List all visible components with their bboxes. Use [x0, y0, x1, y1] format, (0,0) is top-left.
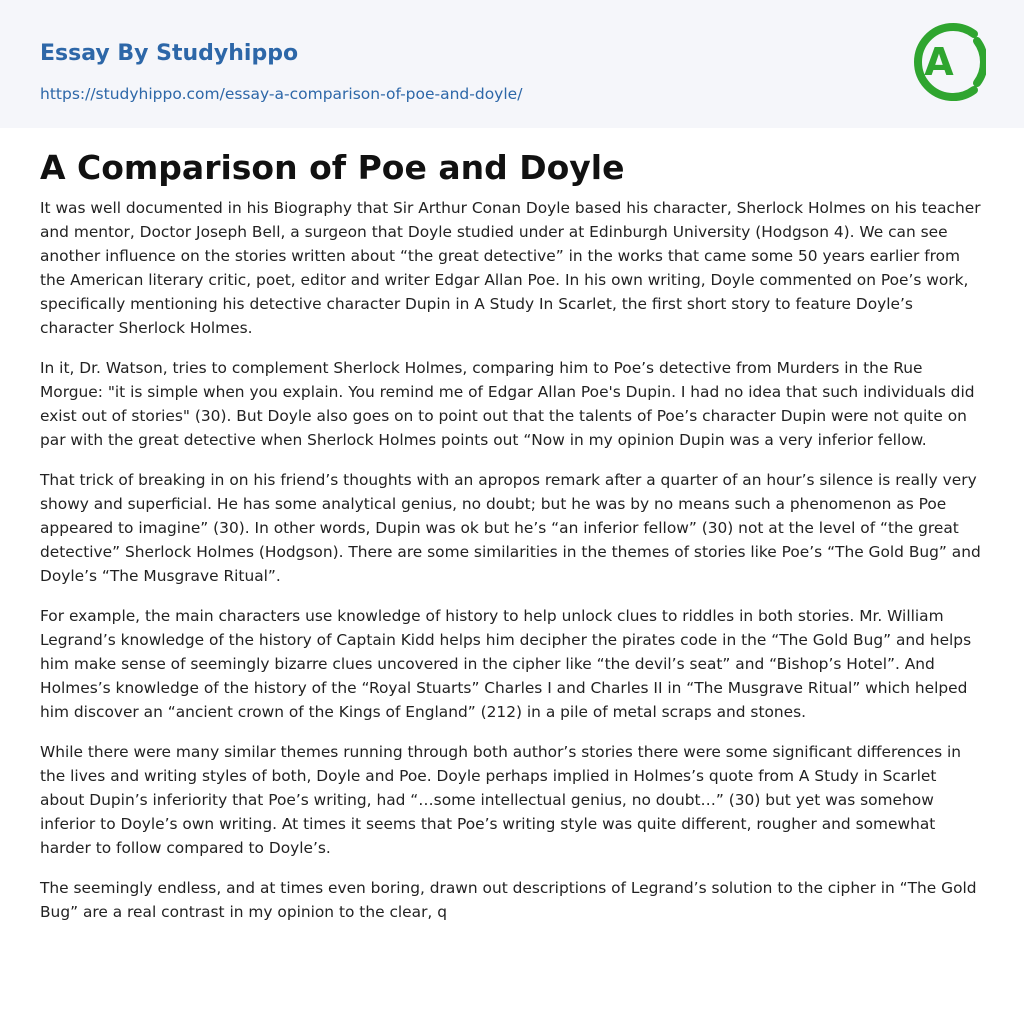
site-brand[interactable]: Essay By Studyhippo	[40, 41, 299, 66]
essay-paragraph: It was well documented in his Biography that Sir Arthur Conan Doyle based his character, Sherlock Holmes on his teacher and mentor, Doctor Joseph Bell, a surgeon that Doyle studied under at Edinburgh University (Hodgson 4). We can see another influence on the stories written about “the great detective” in the works that came some 50 years earlier from the American literary critic, poet, editor and writer Edgar Allan Poe. In his own writing, Doyle commented on Poe’s work, specifically mentioning his detective character Dupin in A Study In Scarlet, the first short story to feature Doyle’s character Sherlock Holmes.	[40, 199, 981, 337]
essay-paragraph: In it, Dr. Watson, tries to complement Sherlock Holmes, comparing him to Poe’s detective from Murders in the Rue Morgue: "it is simple when you explain. You remind me of Edgar Allan Poe's Dupin. I had no idea that such individuals did exist out of stories" (30). But Doyle also goes on to point out that the talents of Poe’s character Dupin were not quite on par with the great detective when Sherlock Holmes points out “Now in my opinion Dupin was a very inferior fellow.	[40, 359, 975, 449]
essay-title: A Comparison of Poe and Doyle	[40, 148, 625, 187]
essay-paragraph: While there were many similar themes running through both author’s stories there were some significant differences in the lives and writing styles of both, Doyle and Poe. Doyle perhaps implied in Holmes’s quote from A Study in Scarlet about Dupin’s inferiority that Poe’s writing, had “…some intellectual genius, no doubt…” (30) but yet was somehow inferior to Doyle’s own writing. At times it seems that Poe’s writing style was quite different, rougher and somewhat harder to follow compared to Doyle’s.	[40, 743, 962, 857]
essay-paragraph: For example, the main characters use knowledge of history to help unlock clues to riddles in both stories. Mr. William Legrand’s knowledge of the history of Captain Kidd helps him decipher the pirates code in the “The Gold Bug” and helps him make sense of seemingly bizarre clues uncovered in the cipher like “the devil’s seat” and “Bishop’s Hotel”. And Holmes’s knowledge of the history of the “Royal Stuarts” Charles I and Charles II in “The Musgrave Ritual” which helped him discover an “ancient crown of the Kings of England” (212) in a pile of metal scraps and stones.	[40, 607, 972, 721]
source-url-link[interactable]: https://studyhippo.com/essay-a-comparison-of-poe-and-doyle/	[40, 85, 523, 103]
essay-content	[40, 147, 984, 940]
essay-paragraph-truncated: The seemingly endless, and at times even boring, drawn out descriptions of Legrand’s solution to the cipher in “The Gold Bug” are a real contrast in my opinion to the clear, q	[40, 879, 977, 921]
essay-paragraph: That trick of breaking in on his friend’s thoughts with an apropos remark after a quarter of an hour’s silence is really very showy and superficial. He has some analytical genius, no doubt; but he was by no means such a phenomenon as Poe appeared to imagine” (30). In other words, Dupin was ok but he’s “an inferior fellow” (30) not at the level of “the great detective” Sherlock Holmes (Hodgson). There are some similarities in the themes of stories like Poe’s “The Gold Bug” and Doyle’s “The Musgrave Ritual”.	[40, 471, 981, 585]
logo-letter: A	[924, 40, 954, 84]
studyhippo-logo-icon[interactable]	[910, 19, 986, 105]
site-header	[0, 0, 1024, 128]
